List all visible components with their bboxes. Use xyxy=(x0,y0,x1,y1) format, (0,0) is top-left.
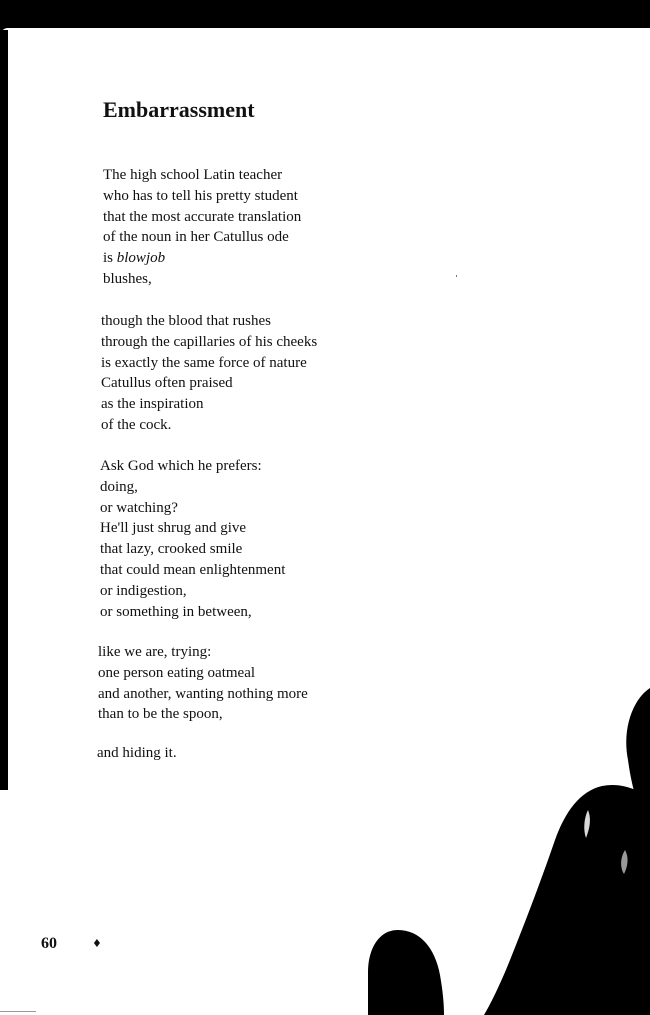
poem-line: though the blood that rushes xyxy=(101,313,271,329)
page-number: 60 xyxy=(41,935,57,952)
poem-line: blushes, xyxy=(103,270,152,287)
poem-line: or indigestion, xyxy=(100,582,187,599)
poem-line: that could mean enlightenment xyxy=(100,561,286,578)
diamond-ornament-icon: ♦ xyxy=(92,937,102,950)
bottom-rule xyxy=(0,1011,36,1012)
poem-line: of the noun in her Catullus ode xyxy=(103,229,289,246)
poem-line: as the inspiration xyxy=(101,396,204,413)
poem-line: and another, wanting nothing more xyxy=(98,685,308,702)
poem-line: through the capillaries of his cheeks xyxy=(101,333,318,350)
poem-line: that lazy, crooked smile xyxy=(100,541,243,558)
poem-line-italic-word: blowjob xyxy=(116,250,166,267)
poem-line: than to be the spoon, xyxy=(98,706,223,723)
poem-line: He'll just shrug and give xyxy=(100,520,247,537)
poem-line: that the most accurate translation xyxy=(103,208,302,225)
poem-line: one person eating oatmeal xyxy=(98,664,256,681)
poem-line: like we are, trying: xyxy=(98,644,212,660)
poem-line: Ask God which he prefers: xyxy=(100,458,262,474)
poem-line: Catullus often praised xyxy=(101,375,233,392)
poem-line: or watching? xyxy=(100,499,178,516)
poem-line: doing, xyxy=(100,478,138,495)
poem-line: and hiding it. xyxy=(97,745,177,761)
poem-line: or something in between, xyxy=(100,603,252,620)
finger-main-shape xyxy=(484,785,650,1015)
poem-line-prefix: is xyxy=(103,250,117,267)
poem-line: who has to tell his pretty student xyxy=(103,187,298,204)
poem-line: The high school Latin teacher xyxy=(103,167,283,183)
poem-line: is exactly the same force of nature xyxy=(101,354,307,371)
poem-title: Embarrassment xyxy=(103,97,255,122)
finger-lower-shape xyxy=(368,930,444,1015)
poem-line: of the cock. xyxy=(101,416,172,433)
